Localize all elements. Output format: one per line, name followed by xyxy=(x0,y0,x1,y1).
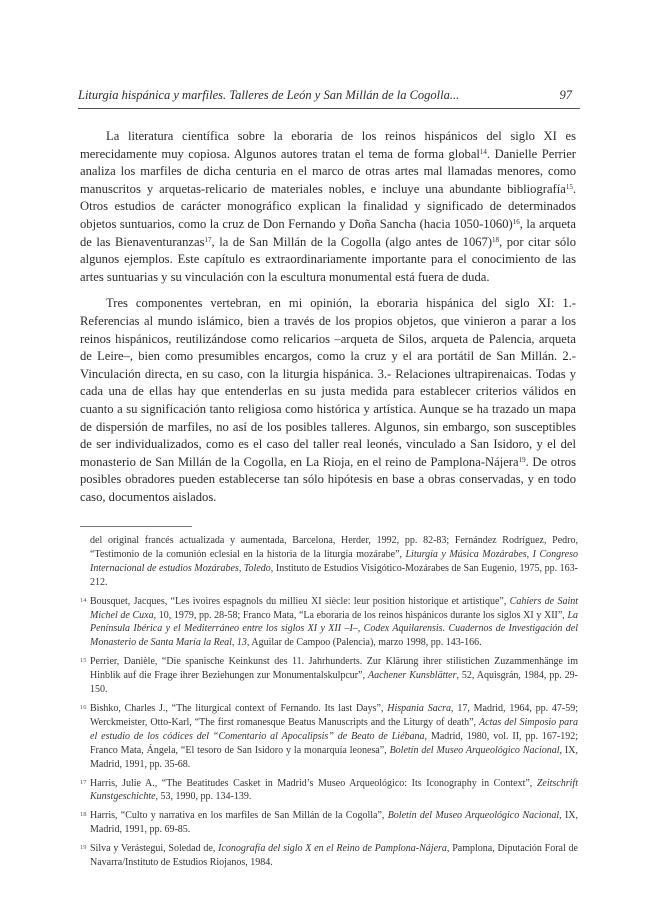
footnote-italic: La Península Ibérica y el Mediterráneo entre los siglos XI y XII –I–, Codex Aquilarensis. Cuadernos de Investigación del Monasterio de Santa María la Real, 13, xyxy=(90,609,579,649)
body-text xyxy=(80,128,576,515)
footnote xyxy=(80,809,578,837)
footnote-number: 16 xyxy=(80,703,87,711)
running-title: Liturgia hispánica y marfiles. Talleres de León y San Millán de la Cogolla... xyxy=(78,88,460,102)
footnote-number: 15 xyxy=(80,657,87,665)
footnote-text: , Madrid, 1980, vol. II, pp. 167-192; Franco Mata, Ángela, “El tesoro de San Isidoro y la monarquía leonesa”, xyxy=(90,730,578,756)
footnote-number: 14 xyxy=(80,596,87,604)
footnote-italic: Hispania Sacra xyxy=(387,702,452,714)
footnote xyxy=(80,702,578,772)
footnote-text: , IX, Madrid, 1991, pp. 69-85. xyxy=(90,810,578,836)
footnote-ref: 18 xyxy=(492,235,500,244)
footnote-italic: Zeitschrift Kunstgeschichte xyxy=(90,777,578,803)
footnote xyxy=(80,534,578,590)
text-run: Tres componentes vertebran, en mi opinión, la eboraria hispánica del siglo XI: 1.- Referencias al mundo islámico, bien a través de los propios objetos, que vinieron a parar a los reinos hispánicos, reutilizándose como relicarios –arqueta de Silos, arqueta de Palencia, arqueta de Leire–, bien como presumibles encargos, como la cruz y el ara portátil de San Millán. 2.- Vinculación directa, en su caso, con la liturgia hispánica. 3.- Relaciones ultrapirenaicas. Todas y cada una de ellas hay que entenderlas en su justa medida para establecer criterios válidos en cuanto a su significación tanto religiosa como histórica y artística. Aunque se ha trazado un mapa de dispersión de marfiles, no así de los posibles talleres. Algunos, sin embargo, son susceptibles de ser individualizados, como es el caso del taller real leonés, vinculado a San Isidoro, y el del monasterio de San Millán de la Cogolla, en La Rioja, en el reino de Pamplona-Nájera xyxy=(80,296,576,469)
footnote-text: Harris, “Culto y narrativa en los marfiles de San Millán de la Cogolla”, xyxy=(90,810,388,822)
footnote-italic: Cahiers de Saint Michel de Cuxa xyxy=(90,595,579,621)
footnote xyxy=(80,655,578,697)
footnote-italic: Boletín del Museo Arqueológico Nacional xyxy=(389,744,560,756)
footnote-text: Instituto de Estudios Visigótico-Mozárabes de San Eugenio, 1975, pp. 163-212. xyxy=(90,562,578,588)
page-number: 97 xyxy=(559,88,572,102)
footnote-text: , 52, Aquisgrán, 1984, pp. 29-150. xyxy=(90,670,578,696)
footnote-text: , Pamplona, Diputación Foral de Navarra/Instituto de Estudios Riojanos, 1984. xyxy=(90,843,578,869)
footnote-ref: 15 xyxy=(565,182,573,191)
footnote-text: Silva y Verástegui, Soledad de, xyxy=(90,843,219,855)
footnote-ref: 19 xyxy=(518,455,526,464)
footnote-text: , 10, 1979, pp. 28-58; Franco Mata, “La eboraria de los reinos hispánicos durante los siglos XI y XII”, xyxy=(153,609,568,621)
running-head xyxy=(78,86,580,109)
footnote-separator xyxy=(80,526,192,527)
text-run: , por citar sólo algunos ejemplos. Este capítulo es extraordinariamente importante para el conocimiento de las artes suntuarias y su vinculación con la escultura monumental está fuera de duda. xyxy=(80,234,576,284)
body-paragraph xyxy=(80,128,576,286)
footnote-text: Perrier, Danièle, “Die spanische Keinkunst des 11. Jahrhunderts. Zur Klärung ihrer stilistichen Zuzammenhänge im Hinblik auf die Frage ihrer Beziehungen zur Monumentalskulpcur”, xyxy=(90,656,578,682)
footnotes xyxy=(80,534,578,875)
footnote-number: 19 xyxy=(80,844,87,852)
footnote-text: Bousquet, Jacques, “Les ivoires espagnols du millieu XI siècle: leur position historique et artistique”, xyxy=(90,595,510,607)
text-run: , la arqueta de las Bienaventuranzas xyxy=(80,216,577,249)
footnote xyxy=(80,595,578,651)
footnote-ref: 16 xyxy=(512,217,520,226)
footnote-text: Harris, Julie A., “The Beatitudes Casket in Madrid’s Museo Arqueológico: Its Iconography in Context”, xyxy=(90,777,537,789)
text-run: . De otros posibles obradores pueden establecerse tan sólo hipótesis en base a obras conservadas, y en todo caso, documentos aislados. xyxy=(80,454,576,504)
footnote-text: del original francés actualizada y aumentada, Barcelona, Herder, 1992, pp. 82-83; Fernández Rodríguez, Pedro, “Testimonio de la comunión eclesial en la historia de la liturgia mozárabe”, xyxy=(90,535,578,560)
footnote-italic: Aachener Kunsblätter xyxy=(368,670,457,682)
body-paragraph xyxy=(80,295,576,506)
text-run: , la de San Millán de la Cogolla (algo antes de 1067) xyxy=(211,234,493,249)
text-run: . Otros estudios de carácter monográfico explican la finalidad y significado de determinados objetos suntuarios, como la cruz de Don Fernando y Doña Sancha (hacia 1050-1060) xyxy=(80,181,576,231)
footnote-text: Aguilar de Campoo (Palencia), marzo 1998, pp. 143-166. xyxy=(249,637,482,649)
footnote xyxy=(80,842,578,870)
text-run: . Danielle Perrier analiza los marfiles de dicha centuria en el marco de otras artes mal llamadas menores, como manuscritos y arquetas-relicario de materiales nobles, e incluye una abundante bibliografía xyxy=(80,146,576,196)
footnote-number: 18 xyxy=(80,811,87,819)
footnote-italic: Actas del Simposio para el estudio de los códices del “Comentario al Apocalipsis” de Beato de Liébana xyxy=(90,716,578,742)
footnote-italic: Boletín del Museo Arqueológico Nacional xyxy=(387,810,560,822)
footnote-text: Bishko, Charles J., “The liturgical context of Fernando. Its last Days”, xyxy=(90,702,388,714)
footnote-italic: Liturgia y Música Mozárabes, I Congreso Internacional de estudios Mozárabes, Toledo, xyxy=(90,548,578,574)
text-run: La literatura científica sobre la eboraria de los reinos hispánicos del siglo XI es merecidamente muy copiosa. Algunos autores tratan el tema de forma global xyxy=(80,129,576,161)
footnote-ref: 14 xyxy=(479,147,487,156)
footnote-ref: 17 xyxy=(204,235,212,244)
footnote-number: 17 xyxy=(80,778,87,786)
footnote-text: , 17, Madrid, 1964, pp. 47-59; Werckmeister, Otto-Karl, “The first romanesque Beatus Manuscripts and the Liturgy of death”, xyxy=(90,702,579,728)
footnote-italic: Iconografía del siglo X en el Reino de Pamplona-Nájera xyxy=(218,843,447,855)
footnote-text: , IX, Madrid, 1991, pp. 35-68. xyxy=(90,744,578,770)
footnote-text: , 53, 1990, pp. 134-139. xyxy=(155,791,252,803)
footnote xyxy=(80,777,578,805)
